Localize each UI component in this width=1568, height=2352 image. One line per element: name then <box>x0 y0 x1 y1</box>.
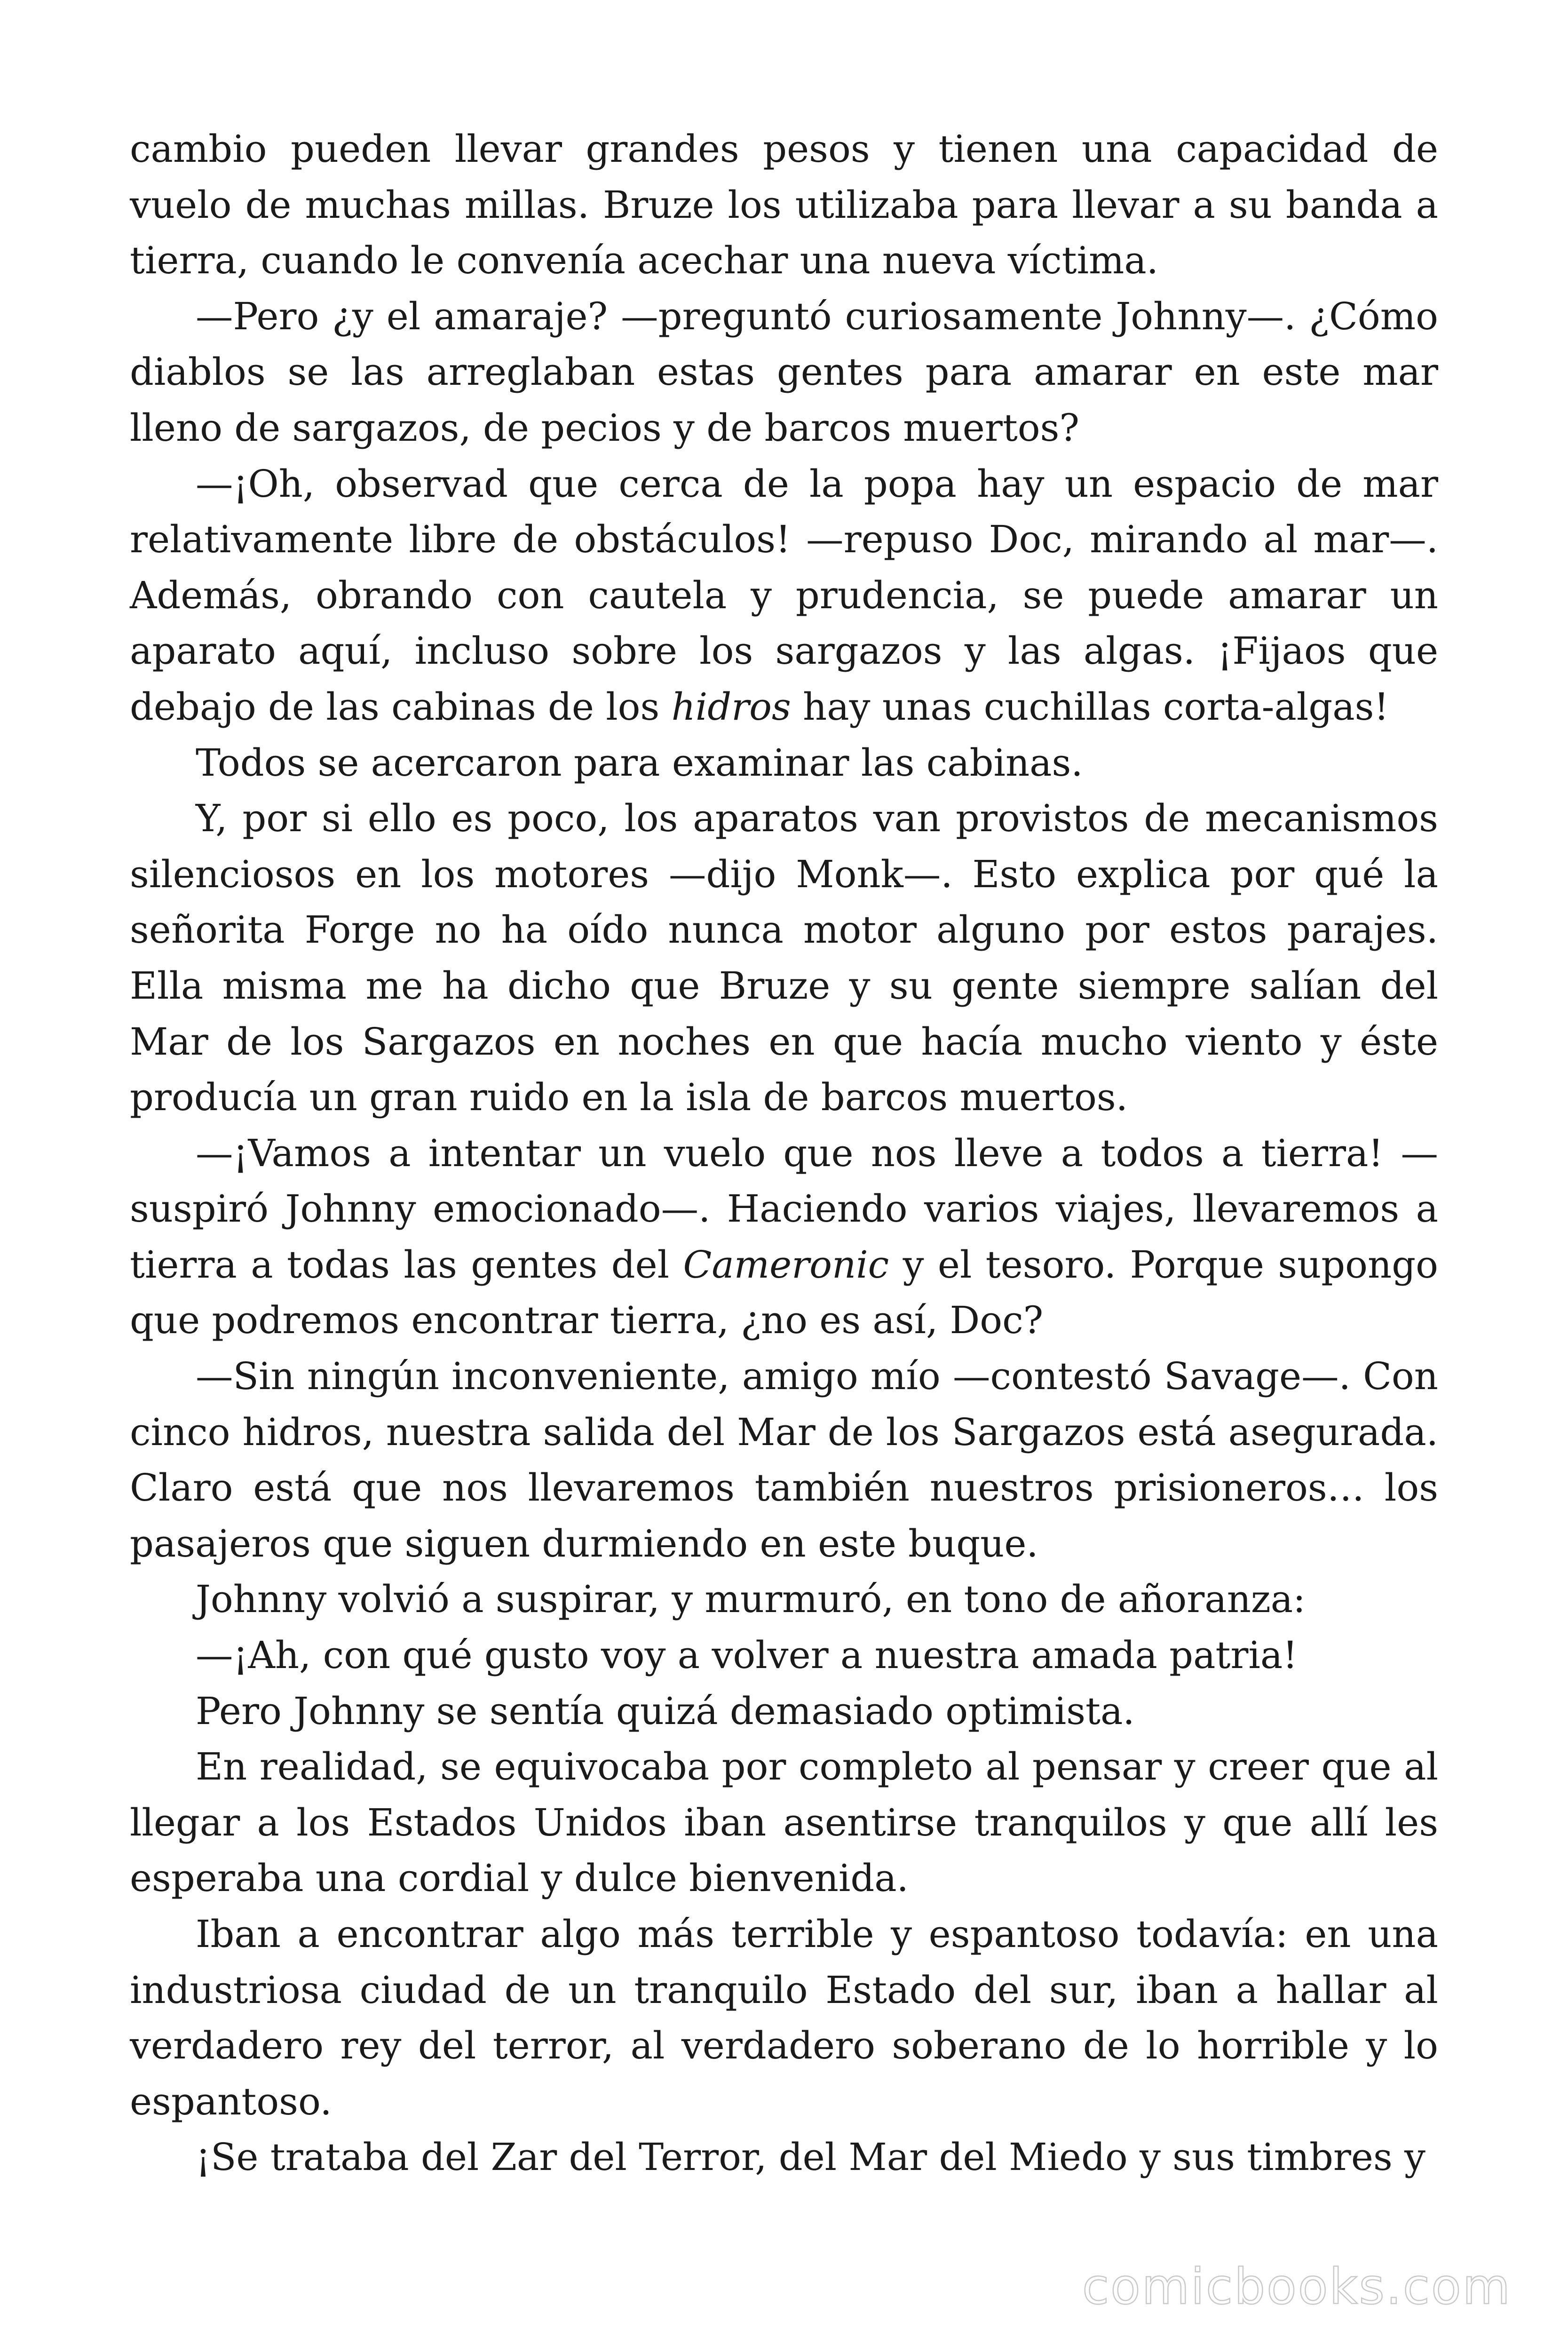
watermark-logo: comicbooks.com <box>1082 2258 1512 2315</box>
italic-text-run: hidros <box>671 684 791 729</box>
text-run: hay unas cuchillas corta-algas! <box>791 684 1389 729</box>
text-run: —Pero ¿y el amaraje? —preguntó curiosamente Johnny—. ¿Cómo diablos se las arreglaban estas gentes para amarar en este mar lleno de sargazos, de pecios y de barcos muertos? <box>130 294 1438 450</box>
paragraph <box>130 1739 1438 1907</box>
text-run: En realidad, se equivocaba por completo al pensar y creer que al llegar a los Estados Unidos iban asentirse tranquilos y que allí les esperaba una cordial y dulce bienvenida. <box>130 1745 1438 1900</box>
text-run: Pero Johnny se sentía quizá demasiado optimista. <box>196 1689 1135 1733</box>
paragraph <box>130 1349 1438 1572</box>
paragraph <box>130 289 1438 456</box>
text-run: —¡Oh, observad que cerca de la popa hay un espacio de mar relativamente libre de obstáculos! —repuso Doc, mirando al mar—. Además, obrando con cautela y prudencia, se puede amarar un aparato aquí, incluso sobre los sargazos y las algas. ¡Fijaos que debajo de las cabinas de los <box>130 461 1438 729</box>
text-run: —¡Ah, con qué gusto voy a volver a nuestra amada patria! <box>196 1633 1298 1677</box>
paragraph <box>130 2130 1438 2185</box>
paragraph <box>130 121 1438 289</box>
text-run: —Sin ningún inconveniente, amigo mío —contestó Savage—. Con cinco hidros, nuestra salida del Mar de los Sargazos está asegurada. Claro está que nos llevaremos también nuestros prisioneros… los pasajeros que siguen durmiendo en este buque. <box>130 1354 1438 1565</box>
paragraph <box>130 1126 1438 1349</box>
text-run: Todos se acercaron para examinar las cabinas. <box>196 740 1083 785</box>
paragraph <box>130 791 1438 1126</box>
text-run: ¡Se trataba del Zar del Terror, del Mar del Miedo y sus timbres y <box>196 2135 1425 2179</box>
paragraph <box>130 735 1438 791</box>
page-text-body <box>130 121 1438 2185</box>
text-run: cambio pueden llevar grandes pesos y tienen una capacidad de vuelo de muchas millas. Bruze los utilizaba para llevar a su banda a tierra, cuando le convenía acechar una nueva víctima. <box>130 127 1438 283</box>
text-run: Johnny volvió a suspirar, y murmuró, en tono de añoranza: <box>196 1577 1306 1621</box>
italic-text-run: Cameronic <box>683 1242 889 1287</box>
paragraph <box>130 1684 1438 1740</box>
paragraph <box>130 1907 1438 2130</box>
paragraph <box>130 1628 1438 1684</box>
paragraph <box>130 456 1438 735</box>
paragraph <box>130 1572 1438 1628</box>
text-run: y el tesoro. Porque supongo que podremos encontrar tierra, ¿no es así, Doc? <box>130 1242 1438 1343</box>
text-run: Iban a encontrar algo más terrible y espantoso todavía: en una industriosa ciudad de un tranquilo Estado del sur, iban a hallar al verdadero rey del terror, al verdadero soberano de lo horrible y lo espantoso. <box>130 1912 1438 2123</box>
text-run: —¡Vamos a intentar un vuelo que nos lleve a todos a tierra! —suspiró Johnny emocionado—. Haciendo varios viajes, llevaremos a tierra a todas las gentes del <box>130 1131 1438 1287</box>
text-run: Y, por si ello es poco, los aparatos van provistos de mecanismos silenciosos en los motores —dijo Monk—. Esto explica por qué la señorita Forge no ha oído nunca motor alguno por estos parajes. Ella misma me ha dicho que Bruze y su gente siempre salían del Mar de los Sargazos en noches en que hacía mucho viento y éste producía un gran ruido en la isla de barcos muertos. <box>130 796 1438 1120</box>
